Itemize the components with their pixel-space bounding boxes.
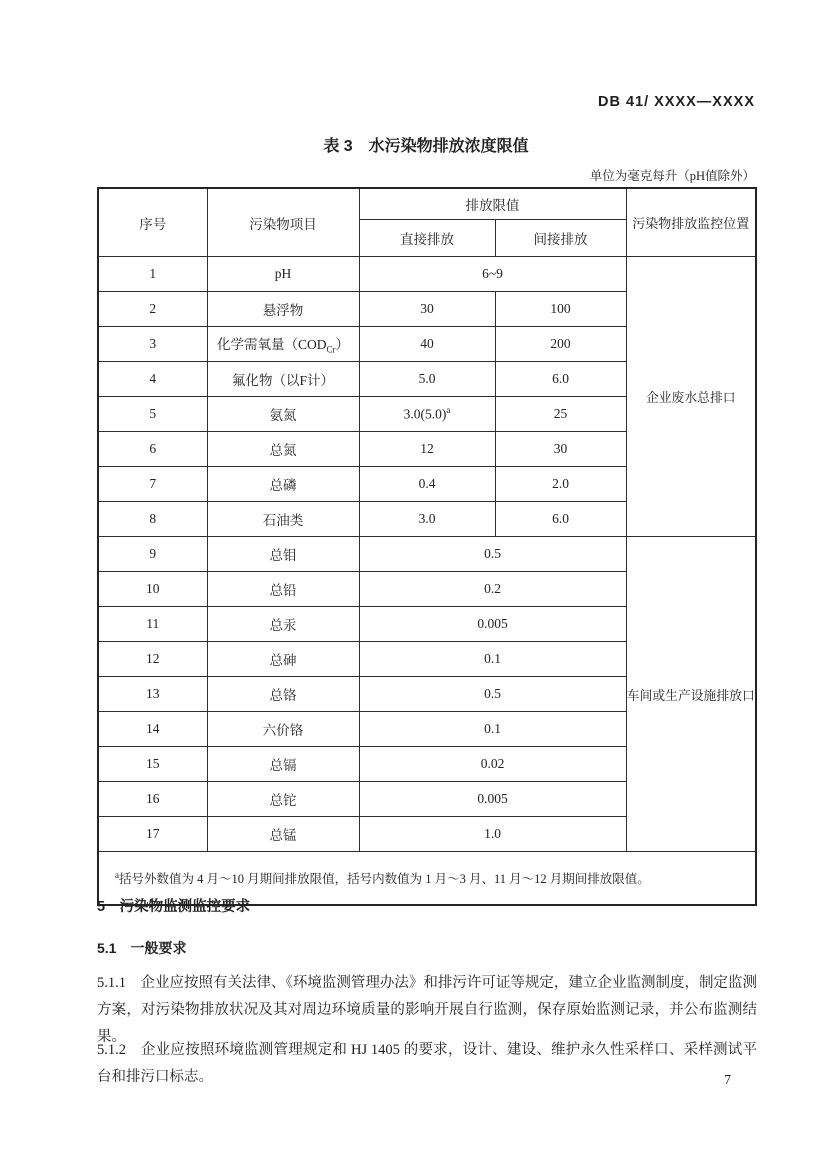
unit-note: 单位为毫克每升（pH值除外） xyxy=(589,169,755,183)
section-5-1-heading: 5.1 一般要求 xyxy=(97,940,187,956)
pollutant-name: 氟化物（以F计） xyxy=(231,373,334,388)
pollutant-name-cell xyxy=(207,747,359,782)
pollutant-subscript: Cr xyxy=(326,344,336,355)
direct-limit-cell: 40 xyxy=(359,327,495,362)
direct-limit-cell: 3.0 xyxy=(359,502,495,537)
limit-value-cell: 0.02 xyxy=(359,747,626,782)
paragraph-5-1-1: 5.1.1 企业应按照有关法律、《环境监测管理办法》和排污许可证等规定，建立企业监测制度，制定监测方案，对污染物排放状况及其对周边环境质量的影响开展自行监测，保存原始监测记录，并公布监测结果。 xyxy=(97,975,757,1045)
indirect-limit-cell: 6.0 xyxy=(495,362,626,397)
row-number-cell: 6 xyxy=(98,432,207,467)
indirect-limit-cell: 200 xyxy=(495,327,626,362)
col-header-item: 污染物项目 xyxy=(207,188,359,257)
limit-value-cell: 0.1 xyxy=(359,642,626,677)
row-number-cell: 8 xyxy=(98,502,207,537)
pollutant-name-cell xyxy=(207,817,359,852)
pollutant-name-cell xyxy=(207,607,359,642)
footnote-superscript: a xyxy=(115,869,119,880)
pollutant-name: 六价铬 xyxy=(262,723,304,738)
pollutant-name-cell xyxy=(207,362,359,397)
table-row xyxy=(98,537,756,572)
direct-limit-cell: 0.4 xyxy=(359,467,495,502)
pollutant-name: 总氮 xyxy=(269,443,297,458)
pollutant-name-cell xyxy=(207,782,359,817)
col-header-direct: 直接排放 xyxy=(359,220,495,257)
pollutant-name: 总汞 xyxy=(269,618,297,633)
monitoring-position-cell: 车间或生产设施排放口 xyxy=(626,537,756,852)
direct-limit-cell: $3.0(5.0)^a$ xyxy=(359,397,495,432)
row-number-cell: 4 xyxy=(98,362,207,397)
pollutant-name-cell xyxy=(207,537,359,572)
row-number-cell: 13 xyxy=(98,677,207,712)
row-number-cell: 10 xyxy=(98,572,207,607)
table-title: 表 3 水污染物排放浓度限值 xyxy=(323,138,529,155)
pollutant-name-cell xyxy=(207,642,359,677)
pollutant-limits-table xyxy=(97,187,757,906)
row-number-cell: 7 xyxy=(98,467,207,502)
limit-value-cell: 0.5 xyxy=(359,677,626,712)
pollutant-name: 总钼 xyxy=(269,548,297,563)
table-header xyxy=(98,188,756,257)
direct-limit-cell: 5.0 xyxy=(359,362,495,397)
col-header-indirect: 间接排放 xyxy=(495,220,626,257)
monitoring-position-cell: 企业废水总排口 xyxy=(626,257,756,537)
pollutant-name: 悬浮物 xyxy=(262,303,304,318)
pollutant-name: 总铅 xyxy=(269,583,297,598)
pollutant-name: 总砷 xyxy=(269,653,297,668)
pollutant-name: 石油类 xyxy=(262,513,304,528)
page-number: 7 xyxy=(724,1072,731,1087)
indirect-limit-cell: 100 xyxy=(495,292,626,327)
indirect-limit-cell: 30 xyxy=(495,432,626,467)
pollutant-name-cell: 化学需氧量$(COD_{Cr})$ xyxy=(207,327,359,362)
header-row-1 xyxy=(98,188,756,220)
limit-value-cell: 1.0 xyxy=(359,817,626,852)
pollutant-name: 化学需氧量（COD xyxy=(216,337,327,353)
limit-value-cell: 0.5 xyxy=(359,537,626,572)
footnote-text: 括号外数值为 4 月～10 月期间排放限值，括号内数值为 1 月～3 月、11 月～12 月期间排放限值。 xyxy=(119,872,650,886)
direct-limit-cell: 12 xyxy=(359,432,495,467)
pollutant-name: 总铬 xyxy=(269,688,297,703)
row-number-cell: 5 xyxy=(98,397,207,432)
indirect-limit-cell: 2.0 xyxy=(495,467,626,502)
limit-value-cell: 0.005 xyxy=(359,607,626,642)
pollutant-name-cell xyxy=(207,467,359,502)
pollutant-name: 总锰 xyxy=(269,828,297,843)
row-number-cell: 14 xyxy=(98,712,207,747)
row-number-cell: 11 xyxy=(98,607,207,642)
col-header-limits: 排放限值 xyxy=(359,188,626,220)
limit-value-cell: 0.2 xyxy=(359,572,626,607)
pollutant-name: 氨氮 xyxy=(269,408,297,423)
limit-value-cell: 6~9 xyxy=(359,257,626,292)
limit-superscript: a xyxy=(446,405,451,416)
pollutant-name-cell xyxy=(207,292,359,327)
pollutant-name: pH xyxy=(274,266,292,281)
row-number-cell: 12 xyxy=(98,642,207,677)
row-number-cell: 3 xyxy=(98,327,207,362)
pollutant-name-cell xyxy=(207,257,359,292)
pollutant-name-cell xyxy=(207,432,359,467)
pollutant-name-cell xyxy=(207,572,359,607)
pollutant-name-cell xyxy=(207,502,359,537)
col-header-position: 污染物排放监控位置 xyxy=(626,188,756,257)
indirect-limit-cell: 6.0 xyxy=(495,502,626,537)
row-number-cell: 17 xyxy=(98,817,207,852)
limit-value-cell: 0.005 xyxy=(359,782,626,817)
pollutant-name: 总镉 xyxy=(269,758,297,773)
pollutant-table-body xyxy=(98,257,756,852)
section-5-heading: 5 污染物监测监控要求 xyxy=(97,899,251,915)
row-number-cell: 2 xyxy=(98,292,207,327)
row-number-cell: 1 xyxy=(98,257,207,292)
pollutant-name: 总铊 xyxy=(269,793,297,808)
paragraph-5-1-2: 5.1.2 企业应按照环境监测管理规定和 HJ 1405 的要求，设计、建设、维护永久性采样口、采样测试平台和排污口标志。 xyxy=(97,1042,757,1085)
direct-limit-cell: 30 xyxy=(359,292,495,327)
pollutant-name-cell xyxy=(207,397,359,432)
doc-number: DB 41/ XXXX—XXXX xyxy=(597,94,755,110)
pollutant-name-cell xyxy=(207,712,359,747)
indirect-limit-cell: 25 xyxy=(495,397,626,432)
row-number-cell: 16 xyxy=(98,782,207,817)
pollutant-name: 总磷 xyxy=(269,478,297,493)
col-header-no: 序号 xyxy=(98,188,207,257)
pollutant-name-cell xyxy=(207,677,359,712)
row-number-cell: 9 xyxy=(98,537,207,572)
limit-value-cell: 0.1 xyxy=(359,712,626,747)
row-number-cell: 15 xyxy=(98,747,207,782)
table-row xyxy=(98,257,756,292)
